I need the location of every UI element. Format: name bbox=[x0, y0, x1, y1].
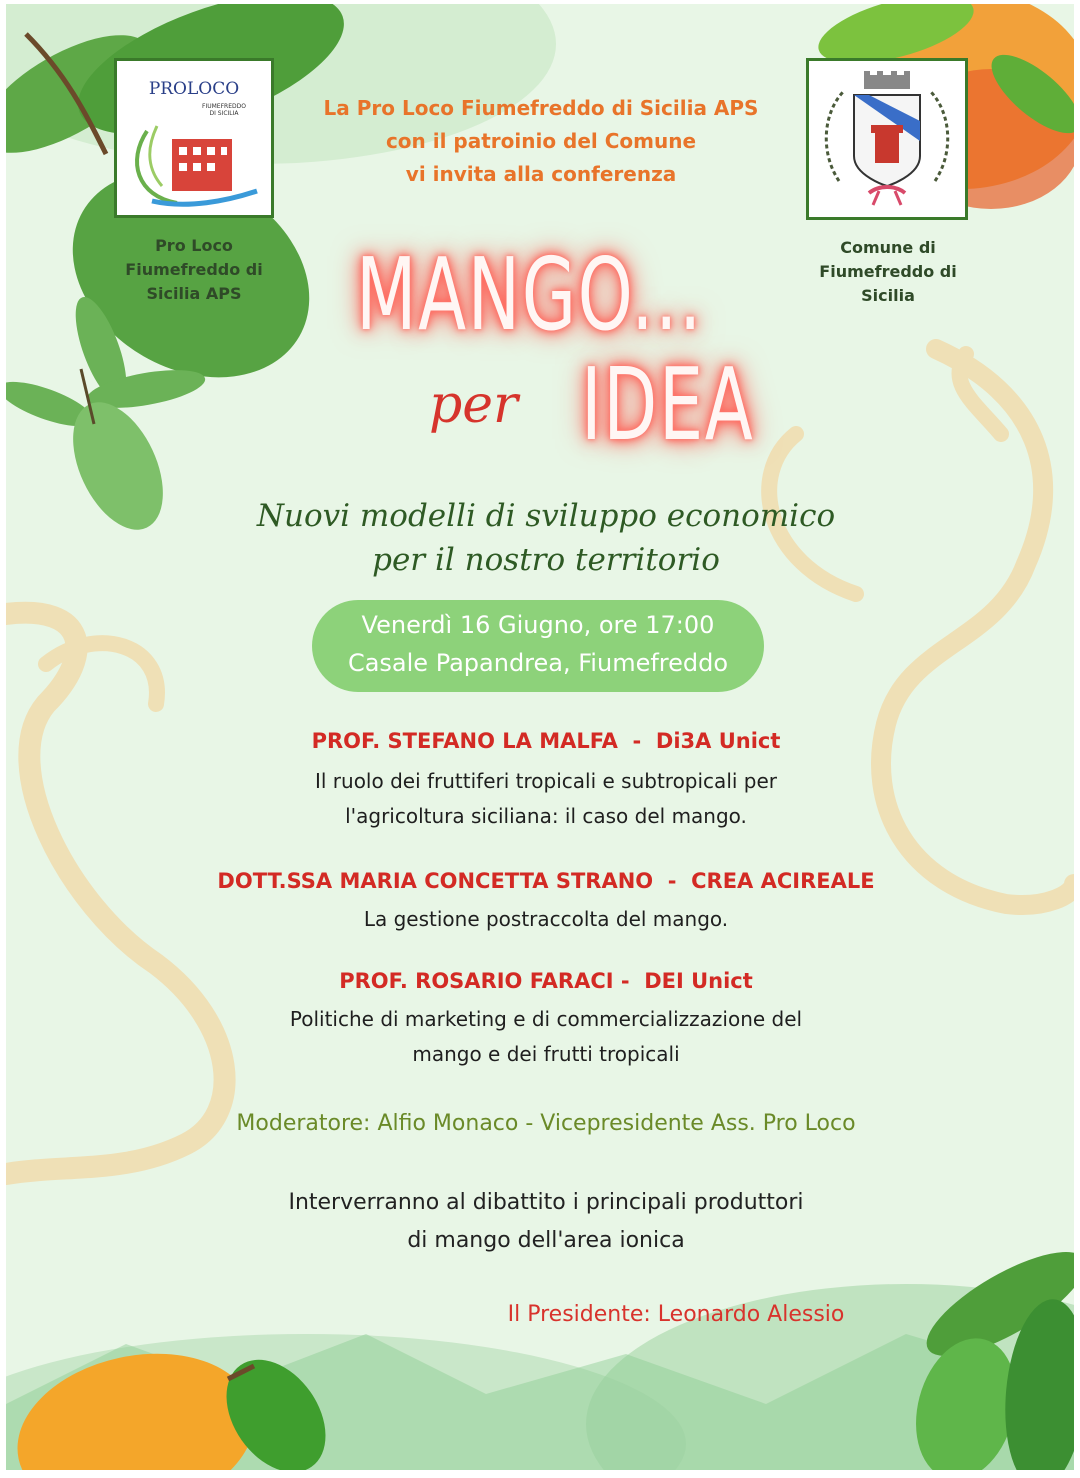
comune-caption: Comune di Fiumefreddo di Sicilia bbox=[819, 238, 957, 305]
speaker-name: DOTT.SSA MARIA CONCETTA STRANO - CREA ACIREALE bbox=[217, 869, 875, 893]
event-details-badge bbox=[312, 600, 764, 692]
president-signature: Il Presidente: Leonardo Alessio bbox=[507, 1302, 845, 1327]
proloco-logo bbox=[114, 58, 274, 218]
title-mango: MANGO... bbox=[356, 236, 703, 353]
comune-logo bbox=[806, 58, 968, 220]
proloco-caption: Pro Loco Fiumefreddo di Sicilia APS bbox=[125, 236, 263, 303]
event-venue: Casale Papandrea, Fiumefreddo bbox=[347, 649, 729, 677]
proloco-building-icon bbox=[117, 111, 271, 211]
speaker-topic: Politiche di marketing e di commercializzazione del mango e dei frutti tropicali bbox=[289, 1007, 803, 1066]
speaker-topic: Il ruolo dei fruttiferi tropicali e subtropicali per l'agricoltura siciliana: il caso del mango. bbox=[314, 769, 778, 828]
invitation-text: La Pro Loco Fiumefreddo di Sicilia APS con il patroinio del Comune vi invita alla conferenza bbox=[323, 96, 759, 186]
proloco-brand-sub: FIUMEFREDDO DI SICILIA bbox=[202, 103, 246, 117]
poster bbox=[6, 4, 1074, 1470]
debate-note: Interverranno al dibattito i principali produttori di mango dell'area ionica bbox=[288, 1190, 804, 1253]
speaker-name: PROF. STEFANO LA MALFA - Di3A Unict bbox=[311, 729, 781, 753]
speaker-name: PROF. ROSARIO FARACI - DEI Unict bbox=[339, 969, 753, 993]
moderator: Moderatore: Alfio Monaco - Vicepresidente Ass. Pro Loco bbox=[236, 1111, 856, 1136]
speaker-topic: La gestione postraccolta del mango. bbox=[363, 907, 729, 931]
proloco-brand: PROLOCO bbox=[148, 79, 240, 99]
subtitle: Nuovi modelli di sviluppo economico per il nostro territorio bbox=[256, 498, 836, 578]
event-date-time: Venerdì 16 Giugno, ore 17:00 bbox=[361, 611, 715, 639]
comune-coat-of-arms-icon bbox=[809, 61, 965, 217]
title-idea: IDEA bbox=[581, 346, 755, 463]
title-connector: per bbox=[429, 375, 518, 435]
